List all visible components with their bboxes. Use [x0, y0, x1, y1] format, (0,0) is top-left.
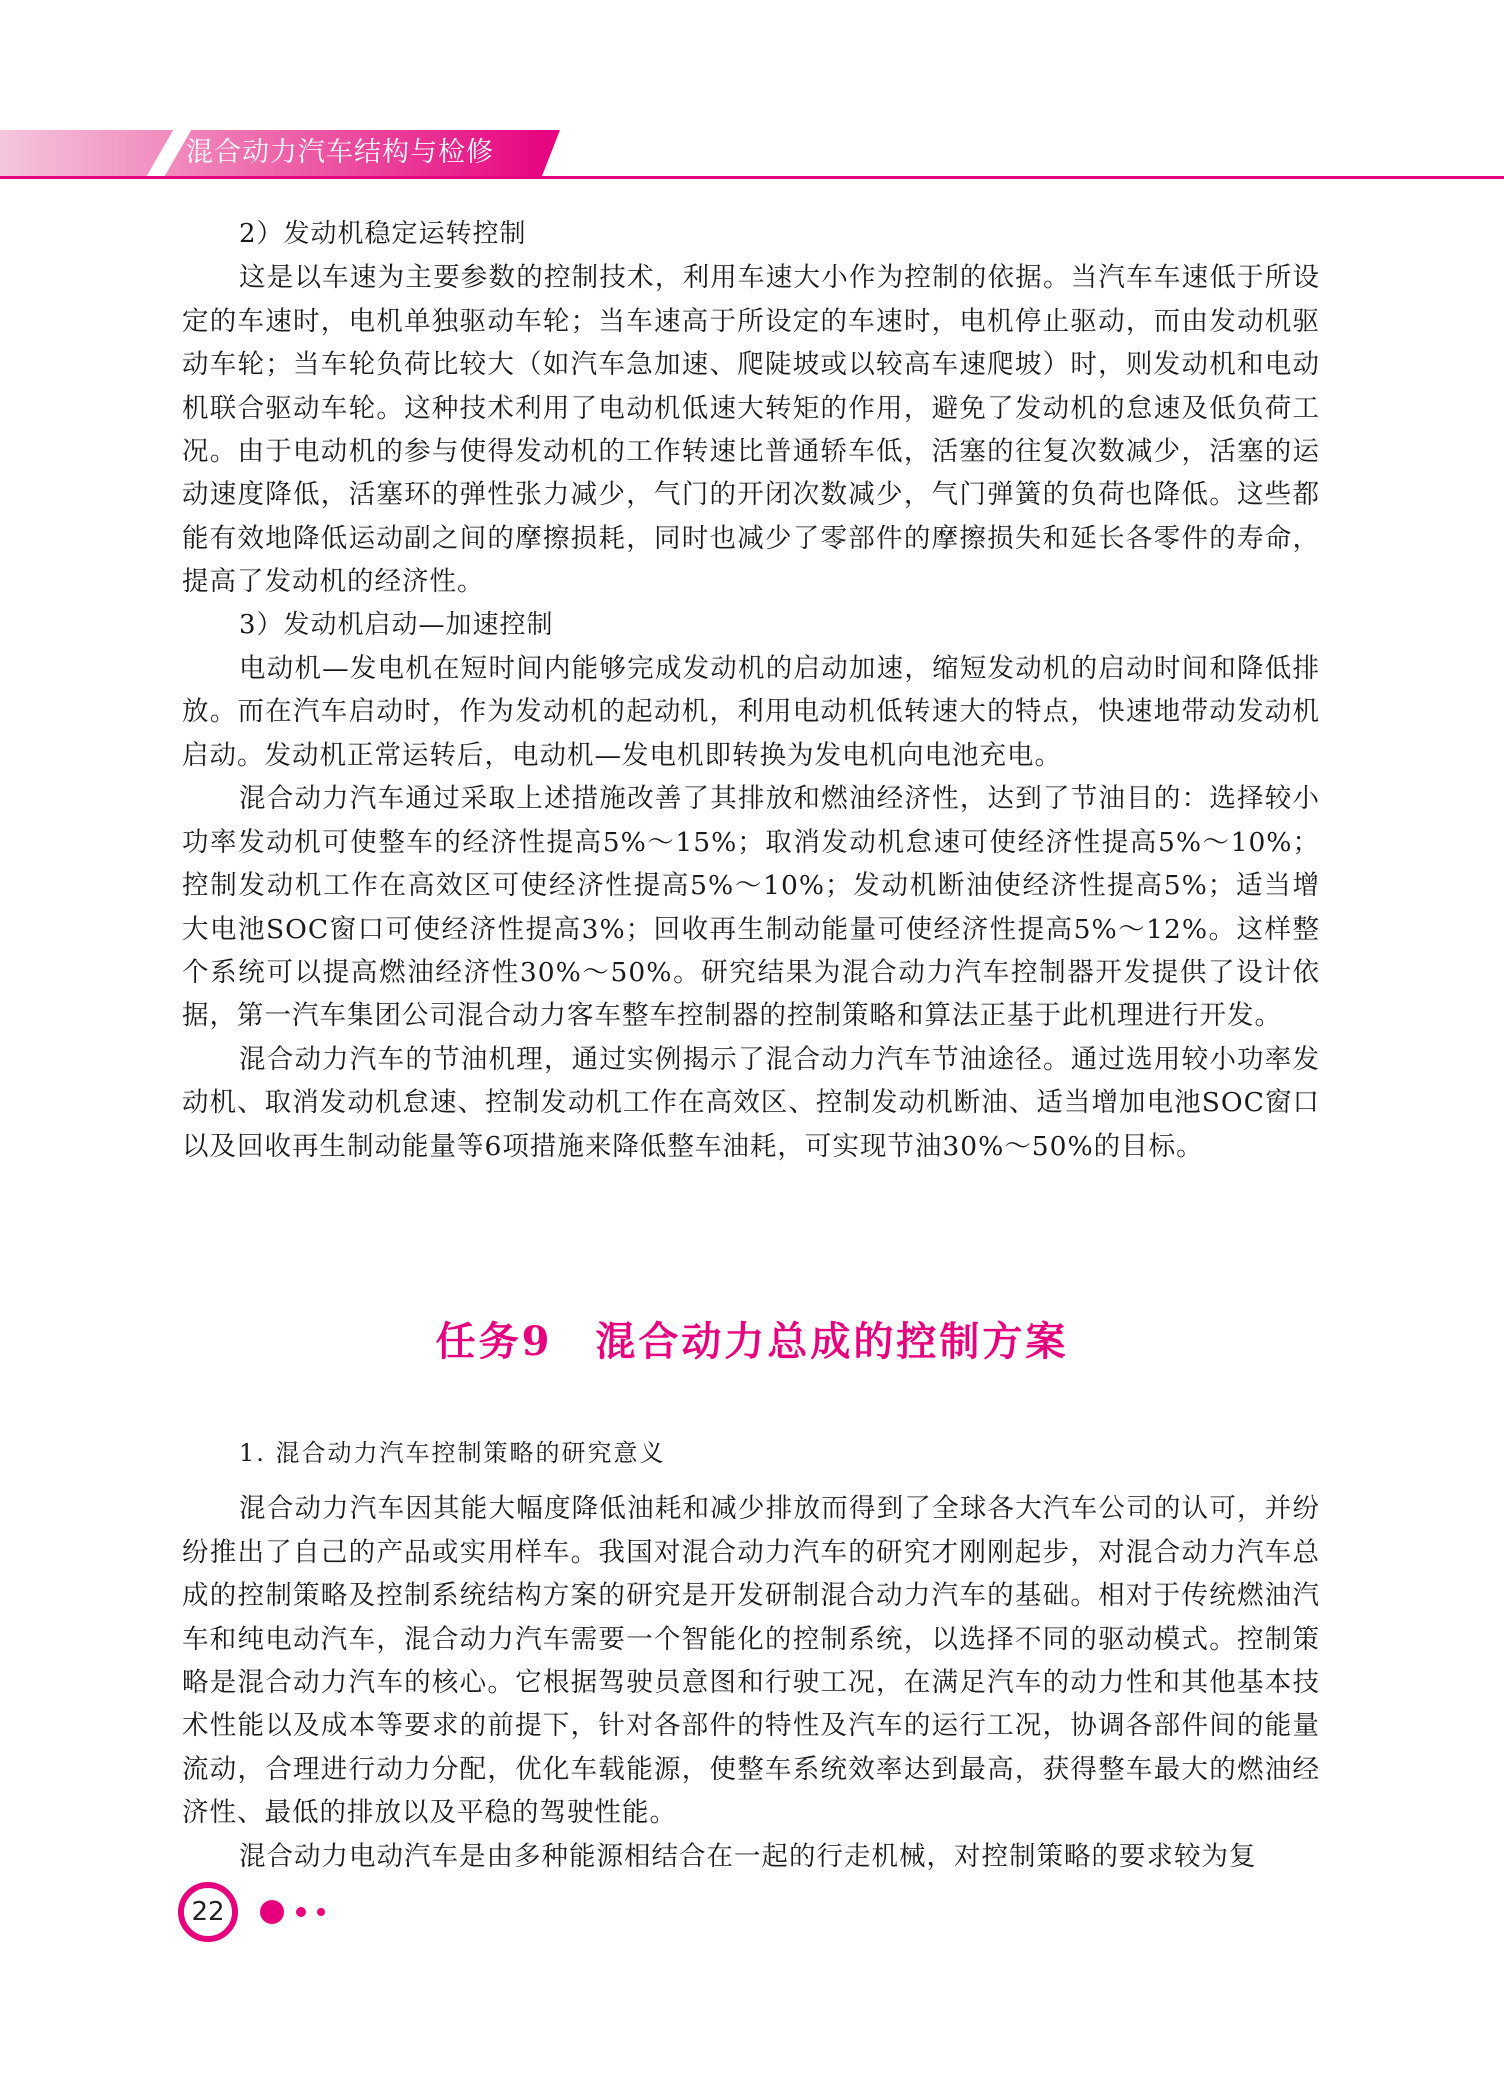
paragraph: 混合动力汽车通过采取上述措施改善了其排放和燃油经济性，达到了节油目的：选择较小功率发动机可使整车的经济性提高5%～15%；取消发动机怠速可使经济性提高5%～10%；控制发动机工作在高效区可使经济性提高5%～10%；发动机断油使经济性提高5%；适当增大电池SOC窗口可使经济性提高3%；回收再生制动能量可使经济性提高5%～12%。这样整个系统可以提高燃油经济性30%～50%。研究结果为混合动力汽车控制器开发提供了设计依据，第一汽车集团公司混合动力客车整车控制器的控制策略和算法正基于此机理进行开发。 [182, 783, 1320, 1032]
paragraph: 混合动力汽车因其能大幅度降低油耗和减少排放而得到了全球各大汽车公司的认可，并纷纷推出了自己的产品或实用样车。我国对混合动力汽车的研究才刚刚起步，对混合动力汽车总成的控制策略及控制系统结构方案的研究是开发研制混合动力汽车的基础。相对于传统燃油汽车和纯电动汽车，混合动力汽车需要一个智能化的控制系统，以选择不同的驱动模式。控制策略是混合动力汽车的核心。它根据驾驶员意图和行驶工况，在满足汽车的动力性和其他基本技术性能以及成本等要求的前提下，针对各部件的特性及汽车的运行工况，协调各部件间的能量流动，合理进行动力分配，优化车载能源，使整车系统效率达到最高，获得整车最大的燃油经济性、最低的排放以及平稳的驾驶性能。 [182, 1493, 1320, 1829]
task-heading: 任务9 混合动力总成的控制方案 [435, 1318, 1069, 1365]
book-title: 混合动力汽车结构与检修 [186, 137, 494, 168]
paragraph: 混合动力电动汽车是由多种能源相结合在一起的行走机械，对控制策略的要求较为复 [239, 1840, 1257, 1872]
subheading-research-significance: 1. 混合动力汽车控制策略的研究意义 [239, 1439, 666, 1467]
subheading-start-acceleration: 3）发动机启动—加速控制 [239, 609, 554, 640]
decorative-dot [296, 1907, 306, 1917]
section-engine-control [182, 213, 1320, 1168]
paragraph: 混合动力汽车的节油机理，通过实例揭示了混合动力汽车节油途径。通过选用较小功率发动机、取消发动机怠速、控制发动机工作在高效区、控制发动机断油、适当增加电池SOC窗口以及回收再生制动能量等6项措施来降低整车油耗，可实现节油30%～50%的目标。 [182, 1043, 1320, 1162]
subheading-stable-operation: 2）发动机稳定运转控制 [239, 219, 527, 249]
decorative-dot [260, 1900, 284, 1924]
section-control-strategy [182, 1432, 1320, 1878]
header-rule [0, 176, 1504, 179]
paragraph: 电动机—发电机在短时间内能够完成发动机的启动加速，缩短发动机的启动时间和降低排放。而在汽车启动时，作为发动机的起动机，利用电动机低转速大的特点，快速地带动发动机启动。发动机正常运转后，电动机—发电机即转换为发电机向电池充电。 [182, 653, 1320, 771]
paragraph: 这是以车速为主要参数的控制技术，利用车速大小作为控制的依据。当汽车车速低于所设定的车速时，电机单独驱动车轮；当车速高于所设定的车速时，电机停止驱动，而由发动机驱动车轮；当车轮负荷比较大（如汽车急加速、爬陡坡或以较高车速爬坡）时，则发动机和电动机联合驱动车轮。这种技术利用了电动机低速大转矩的作用，避免了发动机的怠速及低负荷工况。由于电动机的参与使得发动机的工作转速比普通轿车低，活塞的往复次数减少，活塞的运动速度降低，活塞环的弹性张力减少，气门的开闭次数减少，气门弹簧的负荷也降低。这些都能有效地降低运动副之间的摩擦损耗，同时也减少了零部件的摩擦损失和延长各零件的寿命，提高了发动机的经济性。 [182, 262, 1320, 598]
page-number: 22 [178, 1882, 238, 1942]
decorative-dot [317, 1908, 325, 1916]
